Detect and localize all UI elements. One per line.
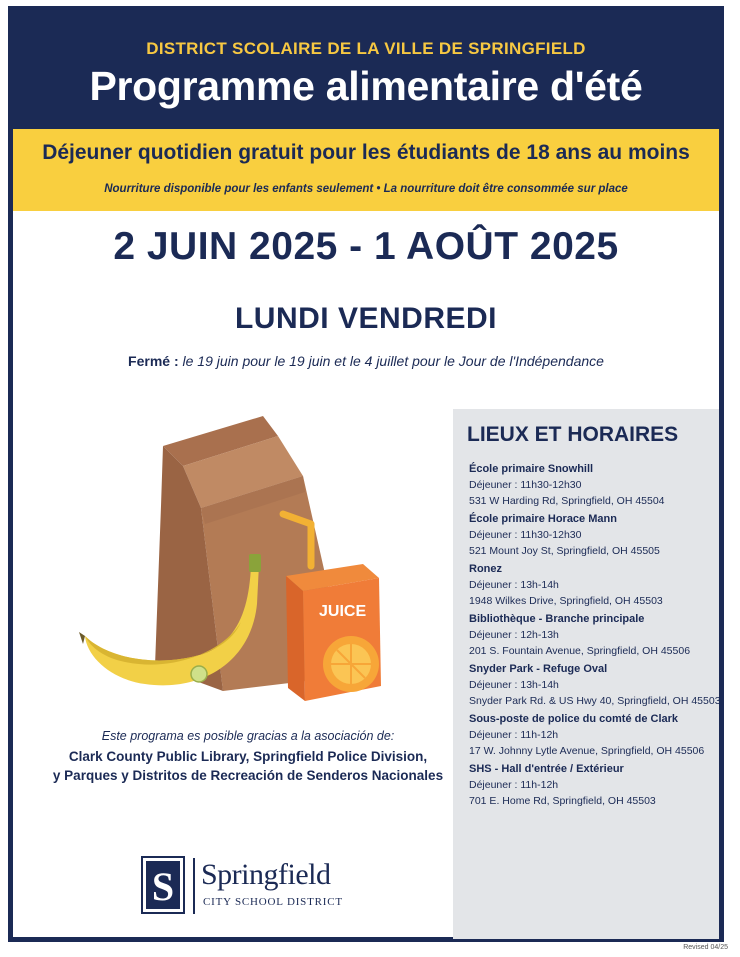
logo-divider (193, 858, 195, 914)
location-list (469, 461, 719, 811)
partners-line: y Parques y Distritos de Recreación de Senderos Nacionales (52, 768, 444, 783)
partners-intro: Este programa es posible gracias a la asociación de: (101, 729, 395, 743)
location-item (469, 511, 719, 559)
location-item (469, 761, 719, 809)
location-name: Bibliothèque - Branche principale (469, 613, 645, 625)
flyer-frame (8, 6, 724, 942)
header-banner (13, 11, 719, 129)
location-time: Déjeuner : 12h-13h (469, 629, 559, 641)
revision-note: Revised 04/25 (683, 944, 728, 951)
location-name: École primaire Horace Mann (469, 513, 617, 525)
location-item (469, 711, 719, 759)
closed-text: le 19 juin pour le 19 juin et le 4 juillet pour le Jour de l'Indépendance (182, 353, 604, 369)
location-time: Déjeuner : 13h-14h (469, 679, 559, 691)
banner-subtitle: Déjeuner quotidien gratuit pour les étudiants de 18 ans au moins (42, 141, 690, 164)
partners-line: Clark County Public Library, Springfield Police Division, (68, 749, 428, 764)
closed-label: Fermé : (128, 353, 179, 369)
location-name: École primaire Snowhill (469, 463, 594, 475)
location-item (469, 611, 719, 659)
location-name: Ronez (469, 563, 502, 575)
info-banner (13, 129, 719, 211)
location-address: Snyder Park Rd. & US Hwy 40, Springfield, OH 45503 (469, 695, 721, 707)
s-shield-icon (141, 856, 185, 914)
location-time: Déjeuner : 13h-14h (469, 579, 559, 591)
page-title: Programme alimentaire d'été (89, 63, 643, 109)
location-time: Déjeuner : 11h30-12h30 (469, 529, 582, 541)
logo-letter: S (151, 864, 175, 909)
lunch-illustration (73, 396, 413, 716)
location-address: 701 E. Home Rd, Springfield, OH 45503 (469, 795, 656, 807)
partners-section (43, 729, 453, 785)
banner-note: Nourriture disponible pour les enfants seulement • La nourriture doit être consommée sur place (104, 183, 628, 195)
location-address: 521 Mount Joy St, Springfield, OH 45505 (469, 545, 660, 557)
logo-subtitle: CITY SCHOOL DISTRICT (203, 896, 343, 908)
location-time: Déjeuner : 11h-12h (469, 729, 559, 741)
location-name: Snyder Park - Refuge Oval (469, 663, 608, 675)
location-time: Déjeuner : 11h-12h (469, 779, 559, 791)
location-address: 1948 Wilkes Drive, Springfield, OH 45503 (469, 595, 663, 607)
location-time: Déjeuner : 11h30-12h30 (469, 479, 582, 491)
location-item (469, 661, 719, 709)
program-days: LUNDI VENDREDI (234, 302, 497, 335)
location-item (469, 461, 719, 509)
location-name: SHS - Hall d'entrée / Extérieur (469, 763, 624, 775)
juice-label: JUICE (319, 603, 367, 620)
location-name: Sous-poste de police du comté de Clark (469, 713, 679, 725)
district-logo (141, 856, 361, 918)
location-address: 531 W Harding Rd, Springfield, OH 45504 (469, 495, 665, 507)
schedule-panel (453, 409, 719, 939)
closed-notice (13, 353, 719, 369)
district-name: DISTRICT SCOLAIRE DE LA VILLE DE SPRINGFIELD (146, 39, 586, 58)
location-item (469, 561, 719, 609)
logo-name: Springfield (201, 858, 331, 891)
program-dates: 2 JUIN 2025 - 1 AOÛT 2025 (113, 225, 619, 268)
schedule-title: LIEUX ET HORAIRES (467, 423, 679, 446)
location-address: 17 W. Johnny Lytle Avenue, Springfield, OH 45506 (469, 745, 705, 757)
location-address: 201 S. Fountain Avenue, Springfield, OH 45506 (469, 645, 691, 657)
